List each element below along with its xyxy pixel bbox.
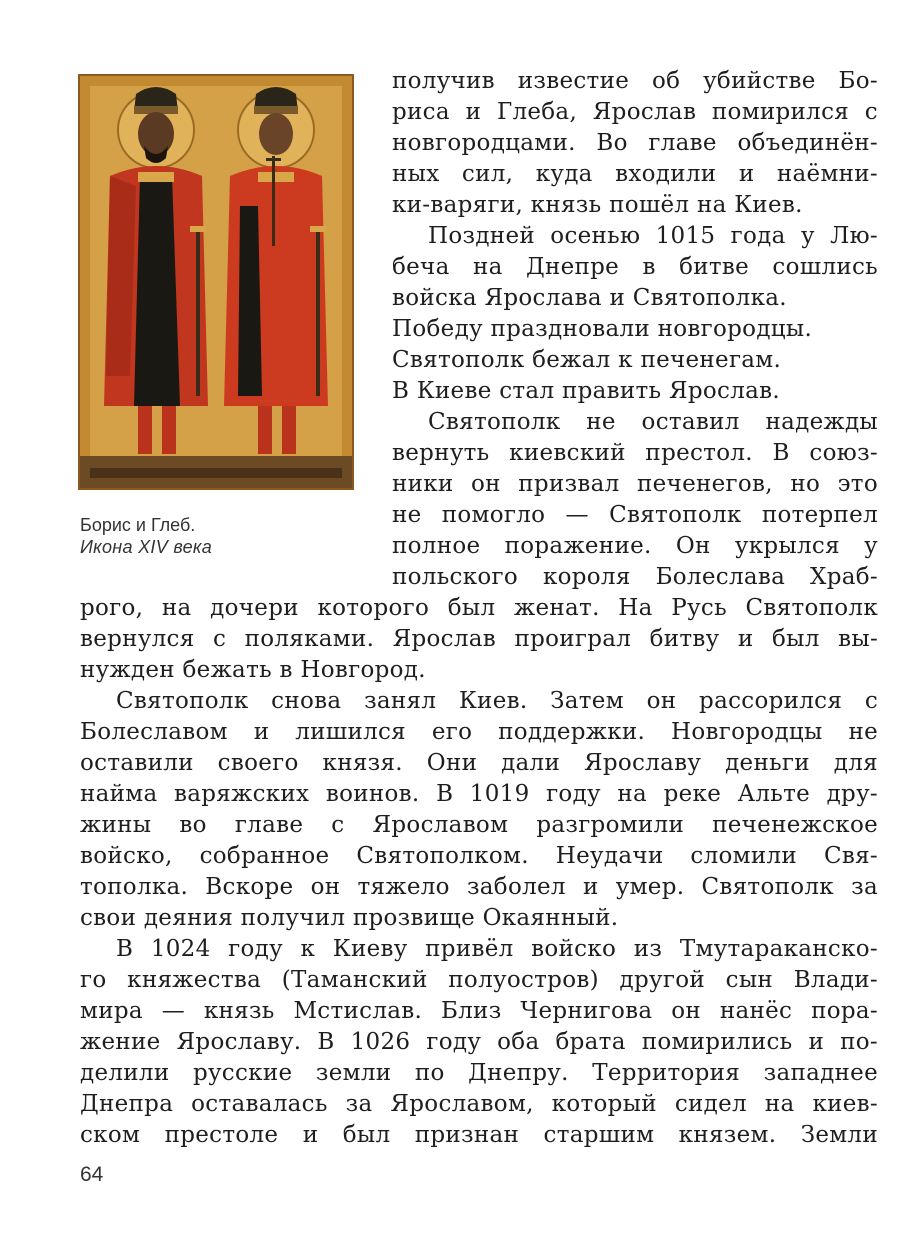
text-line: ки-варяги, князь пошёл на Киев.: [392, 192, 803, 218]
text-line: ники он призвал печенегов, но это: [392, 471, 878, 497]
text-line: жины во главе с Ярославом разгромили печенежское: [80, 812, 879, 838]
text-line: нужден бежать в Новгород.: [80, 657, 426, 683]
text-line: вернуть киевский престол. В союз-: [392, 440, 879, 466]
text-line: Святополк снова занял Киев. Затем он рассорился с: [116, 688, 879, 714]
page-number: 64: [80, 1163, 104, 1186]
text-line: В 1024 году к Киеву привёл войско из Тмутараканско-: [116, 936, 878, 962]
text-line: Днепра оставалась за Ярославом, который сидел на киев-: [80, 1091, 879, 1117]
text-line: оставили своего князя. Они дали Ярославу деньги для: [80, 750, 878, 776]
text-line: беча на Днепре в битве сошлись: [392, 254, 878, 280]
text-line: ных сил, куда входили и наёмни-: [392, 161, 878, 187]
caption-subtitle: Икона XIV века: [80, 537, 213, 557]
text-line: найма варяжских воинов. В 1019 году на реке Альте дру-: [80, 781, 878, 807]
figure-caption: [80, 514, 340, 558]
text-line: В Киеве стал править Ярослав.: [392, 378, 780, 404]
text-line: войска Ярослава и Святополка.: [392, 285, 787, 311]
text-line: ском престоле и был признан старшим князем. Земли: [80, 1122, 878, 1148]
text-line: вернулся с поляками. Ярослав проиграл битву и был вы-: [80, 626, 879, 652]
text-line: войско, собранное Святополком. Неудачи сломили Свя-: [80, 843, 879, 869]
text-line: го княжества (Таманский полуостров) другой сын Влади-: [80, 967, 879, 993]
caption-title: Борис и Глеб.: [80, 515, 196, 535]
boris-and-gleb-icon-image: [78, 74, 354, 490]
text-line: новгородцами. Во главе объединён-: [392, 130, 878, 156]
text-line: получив известие об убийстве Бо-: [392, 68, 878, 94]
text-line: польского короля Болеслава Храб-: [392, 564, 878, 590]
text-line: делили русские земли по Днепру. Территория западнее: [80, 1060, 879, 1086]
text-line: полное поражение. Он укрылся у: [392, 533, 878, 559]
text-line: Победу праздновали новгородцы.: [392, 316, 813, 342]
text-line: риса и Глеба, Ярослав помирился с: [392, 99, 878, 125]
text-line: Поздней осенью 1015 года у Лю-: [428, 223, 878, 249]
text-line: Болеславом и лишился его поддержки. Новгородцы не: [80, 719, 879, 745]
text-line: не помогло — Святополк потерпел: [392, 502, 879, 528]
text-line: Святополк не оставил надежды: [428, 409, 879, 435]
text-line: Святополк бежал к печенегам.: [392, 347, 782, 373]
text-line: рого, на дочери которого был женат. На Русь Святополк: [80, 595, 879, 621]
text-line: мира — князь Мстислав. Близ Чернигова он нанёс пора-: [80, 998, 878, 1024]
text-line: свои деяния получил прозвище Окаянный.: [80, 905, 619, 931]
text-line: жение Ярославу. В 1026 году оба брата помирились и по-: [80, 1029, 879, 1055]
text-line: тополка. Вскоре он тяжело заболел и умер. Святополк за: [80, 874, 878, 900]
